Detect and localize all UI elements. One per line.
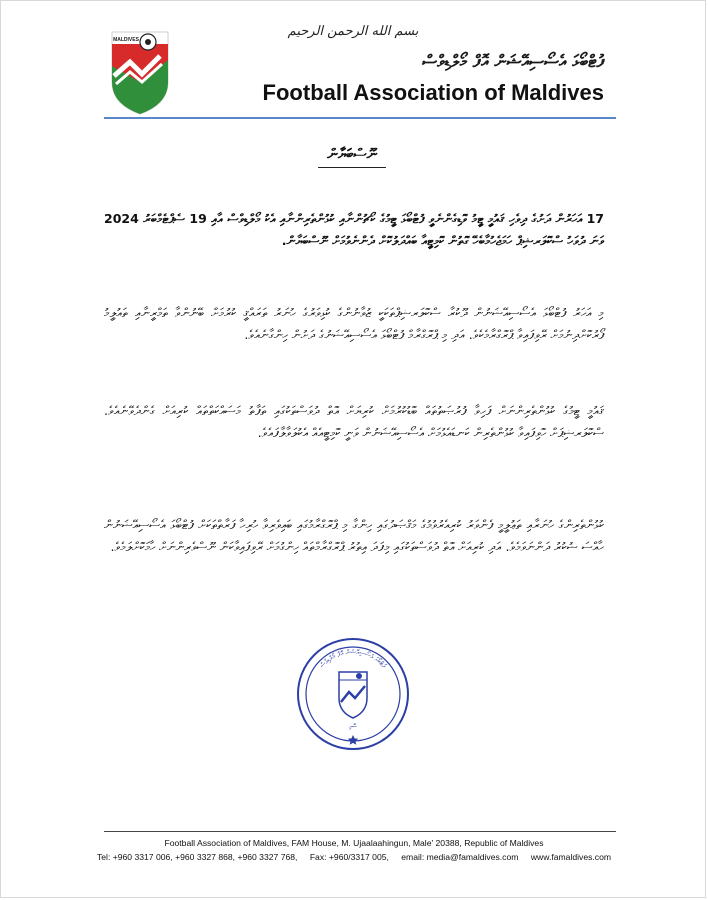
stamp-signature: ސޮއި [348,723,358,730]
star-icon [348,735,358,745]
svg-text:ފުޓްބޯޅަ އެސޯސިއޭޝަން އޮފް މޯލ [318,648,388,670]
stamp-text: ފުޓްބޯޅަ އެސޯސިއޭޝަން އޮފް މޯލްޑިވްސް [318,647,388,670]
bismillah-calligraphy [287,14,419,44]
footer-email[interactable]: email: media@famaldives.com [401,852,519,862]
paragraph-3: ޤައުމީ ޓީމުގެ ކުޅުންތެރިންނަށް ފަހިވާ ފުރުޞަތުތައް ބޮޑުކުރުމަށް ކުރިޔަށް އޮތް ދުވަސްތަކުގައި ތަފާތު މަސައްކަތްތައް ކުރިއަށް ގެންދެވޭނެއެވެ. ސްކޮލަރޝިޕަށް ހޮވިފައިވާ ކުޅުންތެރިން ކަނޑައެޅުމަށް އެސޯސިއޭޝަނުން ވަނީ ކޮމިޓީއެއް އެކުލަވާލާފައެވެ. [104,403,604,440]
footer-fax: Fax: +960/3317 005, [309,852,389,862]
fam-logo [108,30,172,116]
organization-name-dhivehi: ފުޓްބޯޅަ އެސޯސިއޭޝަން އޮފް މޯލްޑިވްސް [422,52,604,72]
footer-tel: Tel: +960 3317 006, +960 3327 868, +960 3327 768, [96,852,298,862]
notice-title-underline [318,167,386,168]
organization-name-english: Football Association of Maldives [262,80,604,105]
footer-address: Football Association of Maldives, FAM House, M. Ujaalaahingun, Male' 20388, Republic of Maldives [164,838,544,848]
footer-website[interactable]: www.famaldives.com [530,852,612,862]
footer-divider [104,831,616,832]
paragraph-4: ކުޅުންތެރިންގެ ހުނަރާއި ތަޢުލީމީ ފެންވަރު ކުރިއެރުވުމުގެ މަޤްޞަދުގައި ހިންގާ މި ޕްރޮގްރާމުގައި ބައިވެރިވާ ހުރިހާ ފަރާތްތަކަށް ފުޓްބޯޅަ އެސޯސިއޭޝަނުން ހާއްސަ ޝުކުރު ދަންނަވަމެވެ. އަދި ކުރިއަށް އޮތް ދުވަސްތަކުގައި މިފަދަ އިތުރު ޕްރޮގްރާމްތައް ހިންގުމަށް ރޭވިފައިވާކަން ނޫސްވެރިންނަށް ހާމަކޮށްލަމެވެ. [104,517,604,554]
notice-title: ނޫސްބަޔާން [327,145,377,163]
header-divider [104,117,616,119]
paragraph-2: މި އަހަރު ފުޓްބޯޅަ އެސޯސިއޭޝަނުން ދޫކުރާ ސްކޮލަރޝިޕްތަކަކީ ޒުވާނުންގެ ކުޅިވަރުގެ ހުނަރު ތަރައްޤީ ކުރުމަށް ބޭނުންވާ ތަމްރީނާއި ތައުލީމު ފޯރުކޮށްދިނުމަށް ރޭވިފައިވާ ޕްރޮގްރާމެކެވެ. އަދި މި ޕްރޮގްރާމް ފުޓްބޯޅަ އެސޯސިއޭޝަނުގެ ދަށުން ހިންގާނެއެވެ. [104,305,604,342]
paragraph-1: 17 އަހަރުން ދަށުގެ ދިވެހި ޤައުމީ ޓީމު ވޮޑިގެންނެވީ ފުޓްބޯޅަ ޓީމުގެ ކޯޗުންނާއި ކުޅުންތެރިންނާއި އެކު މޯލްޑިވްސް އާއި 19 ސެޕްޓެމްބަރު 2024 ވަނަ ދުވަހު ސްކޮލަރޝިޕް ހަމަޖެހުމާބެހޭ ގޮތުން ކޮމިޓީއާ ބައްދަލުކޮށް ދެންނެވުމަށް ނޫސްބަޔާން. [104,211,604,248]
footer-contacts [0,852,708,862]
bismillah-text: بسم الله الرحمن الرحيم [287,24,419,39]
logo-text: MALDIVES [113,37,139,43]
official-stamp [295,636,411,752]
